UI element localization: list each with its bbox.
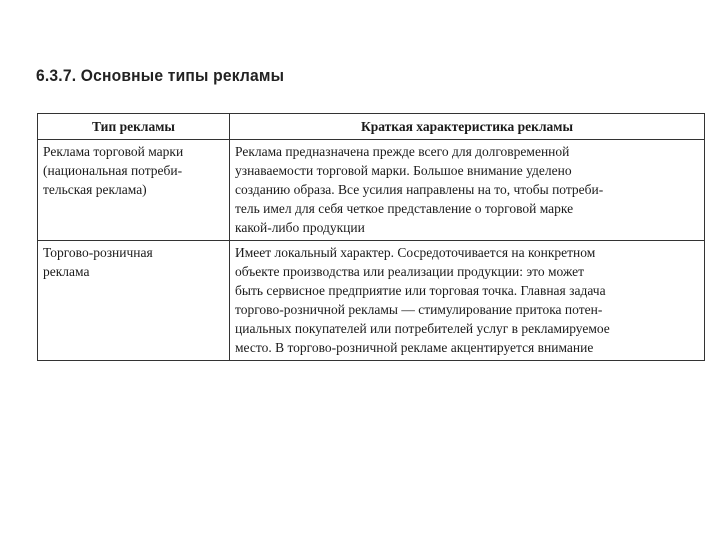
cell-text-line: место. В торгово-розничной рекламе акцентируется внимание bbox=[235, 340, 594, 355]
table-row bbox=[38, 241, 705, 361]
cell-text-line: Реклама торговой марки bbox=[43, 144, 184, 159]
section-heading: 6.3.7. Основные типы рекламы bbox=[36, 66, 285, 85]
cell-text-line: торгово-розничной рекламы — стимулирование притока потен- bbox=[235, 302, 603, 317]
table-row bbox=[38, 140, 705, 241]
cell-text-line: созданию образа. Все усилия направлены на то, чтобы потреби- bbox=[235, 182, 604, 197]
cell-ad-type bbox=[38, 140, 230, 241]
cell-text-line: реклама bbox=[43, 264, 90, 279]
cell-text-line: объекте производства или реализации продукции: это может bbox=[235, 264, 585, 279]
cell-text-line: Имеет локальный характер. Сосредоточивается на конкретном bbox=[235, 245, 596, 260]
cell-ad-description bbox=[230, 241, 705, 361]
cell-text-line: (национальная потреби- bbox=[43, 163, 183, 178]
cell-text-line: Реклама предназначена прежде всего для долговременной bbox=[235, 144, 570, 159]
cell-text-line: тель имел для себя четкое представление о торговой марке bbox=[235, 201, 574, 216]
cell-text-line: циальных покупателей или потребителей услуг в рекламируемое bbox=[235, 321, 610, 336]
cell-ad-type bbox=[38, 241, 230, 361]
cell-text-line: какой-либо продукции bbox=[235, 220, 365, 235]
column-header-description: Краткая характеристика рекламы bbox=[230, 114, 705, 140]
cell-text-line: быть сервисное предприятие или торговая точка. Главная задача bbox=[235, 283, 606, 298]
cell-ad-description bbox=[230, 140, 705, 241]
cell-text-line: узнаваемости торговой марки. Большое внимание уделено bbox=[235, 163, 572, 178]
table-header-row bbox=[38, 114, 705, 140]
column-header-type: Тип рекламы bbox=[38, 114, 230, 140]
cell-text-line: Торгово-розничная bbox=[43, 245, 153, 260]
cell-text-line: тельская реклама) bbox=[43, 182, 147, 197]
ad-types-table bbox=[37, 113, 705, 361]
